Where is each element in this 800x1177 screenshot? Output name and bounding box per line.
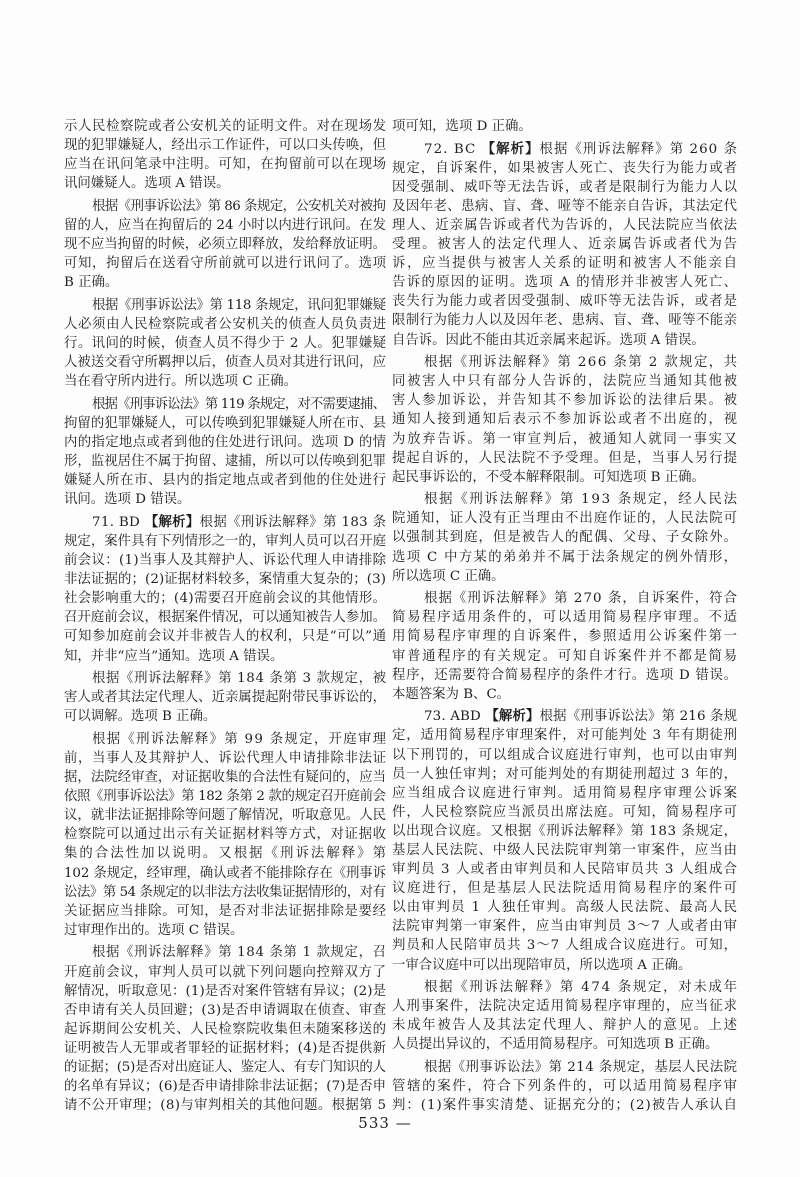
analysis-label: 【解析】 (144, 513, 200, 530)
text-line: 解情况，听取意见：(1)是否对案件管辖有异议；(2)是 (64, 983, 387, 999)
text-line: 102 条规定，经审理，确认或者不能排除存在《刑事诉 (64, 865, 386, 881)
text-line: 自告诉。因此不能由其近亲属来起诉。选项 A 错误。 (392, 332, 705, 348)
text-line: 集的合法性加以说明。又根据《刑诉法解释》第 (64, 846, 389, 862)
text-line: 根据《刑诉法解释》第 474 条规定，对未成年 (424, 980, 739, 996)
text-line: 以强制其到庭，但是被告人的配偶、父母、子女除外。 (392, 530, 739, 546)
text-line: 现的犯罪嫌疑人，经出示工作证件，可以口头传唤，但 (64, 138, 387, 154)
text-line: 应当在讯问笔录中注明。可知，在拘留前可以在现场 (64, 157, 387, 173)
paragraph (392, 707, 737, 974)
text-line: 简易程序适用条件的，可以适用简易程序审理。不适 (392, 610, 739, 626)
text-line: 根据《刑诉法解释》第 270 条，自诉案件，符合 (424, 591, 739, 607)
text-line: 形，监视居住不属于拘留、逮捕，所以可以传唤到犯罪 (64, 454, 387, 470)
text-line: 法院审判第一审案件，应当由审判员 3～7 人或者由审 (392, 919, 738, 935)
text-line: 可以调解。选项 B 正确。 (64, 709, 217, 725)
text-line: 示人民检察院或者公安机关的证明文件。对在现场发 (64, 119, 387, 134)
paragraph (64, 197, 386, 292)
text-line: 留的人，应当在拘留后的 24 小时以内进行讯问。在发 (64, 217, 387, 233)
text-line: 前会议：(1)当事人及其辩护人、诉讼代理人申请排除 (64, 553, 387, 569)
text-line: 检察院可以通过出示有关证据材料等方式，对证据收 (64, 827, 387, 843)
paragraph (64, 943, 386, 1115)
text-line: 请不公开审理；(8)与审判相关的其他问题。根据第 5 (64, 1098, 387, 1114)
text-line: 根据《刑事诉讼法》第 118 条规定，讯问犯罪嫌疑 (92, 297, 386, 313)
text-column-right (392, 117, 737, 1115)
paragraph (392, 490, 737, 585)
text-line: 理人、近亲属告诉或者代为告诉的，人民法院应当依法 (392, 217, 739, 233)
text-line: 员一人独任审判；对可能判处的有期徒刑超过 3 年的， (392, 766, 738, 782)
text-line: 可知参加庭前会议并非被告人的权利，只是“可以”通 (64, 629, 387, 645)
text-line: 议，就非法证据排除等问题了解情况，听取意见。人民 (64, 808, 387, 824)
text-line: 所以选项 C 正确。 (392, 568, 505, 584)
text-line: 以由审判员 1 人独任审判。高级人民法院、最高人民 (392, 900, 739, 916)
text-line: 起民事诉讼的，不受本解释限制。可知选项 B 正确。 (392, 469, 705, 485)
text-line: 现不应当拘留的时候，必须立即释放，发给释放证明。 (64, 237, 387, 253)
text-line: 拘留的犯罪嫌疑人，可以传唤到犯罪嫌疑人所在市、县 (64, 415, 387, 431)
text-line: 据，法院经审查，对证据收集的合法性有疑问的，应当 (64, 770, 387, 786)
paragraph (64, 730, 389, 940)
text-line: 的名单有异议；(6)是否申请排除非法证据；(7)是否申 (64, 1079, 387, 1095)
text-line: 程序，还需要符合简易程序的条件才行。选项 D 错误。 (392, 667, 738, 683)
text-line: 关证据应当排除。可知，是否对非法证据排除是要经 (64, 903, 387, 919)
text-line: 审普通程序的有关规定。可知自诉案件并不都是简易 (392, 648, 739, 664)
paragraph (64, 117, 386, 193)
paragraph (64, 669, 386, 726)
text-line: 内的指定地点或者到他的住处进行讯问。选项 D 的情 (64, 435, 387, 450)
text-line: 行。讯问的时候，侦查人员不得少于 2 人。犯罪嫌疑 (64, 336, 387, 352)
text-line: 受理。被害人的法定代理人、近亲属告诉或者代为告 (392, 237, 739, 253)
text-line: 告诉的原因的证明。选项 A 的情形并非被害人死亡、 (392, 275, 739, 291)
text-column-left (64, 117, 389, 1115)
text-line: 讯问嫌疑人。选项 A 错误。 (64, 176, 230, 192)
text-line: 71. BD 【解析】根据《刑诉法解释》第 183 条 (92, 513, 387, 530)
text-line: 限制行为能力人以及因年老、患病、盲、聋、哑等不能亲 (392, 313, 738, 329)
text-line: 应当组成合议庭进行审判。适用简易程序审理公诉案 (392, 785, 739, 801)
analysis-label: 【解析】 (485, 708, 540, 725)
text-line: 丧失行为能力或者因受强制、威吓等无法告诉，或者是 (392, 294, 739, 310)
text-line: 本题答案为 B、C。 (392, 686, 511, 702)
text-line: 未成年被告人及其法定代理人、辩护人的意见。上述 (392, 1018, 739, 1034)
text-line: 根据《刑事诉讼法》第 119 条规定，对不需要逮捕、 (92, 396, 386, 412)
text-line: 当在看守所内进行。所以选项 C 正确。 (64, 374, 298, 390)
text-line: 议庭进行，但是基层人民法院适用简易程序的案件可 (392, 881, 739, 897)
text-line: 因受强制、威吓等无法告诉，或者是限制行为能力人以 (392, 179, 739, 195)
text-line: 根据《刑诉法解释》第 99 条规定，开庭审理 (92, 731, 388, 747)
paragraph (392, 589, 737, 704)
page-number: 533 — (358, 1114, 412, 1132)
text-line: 前，当事人及其辩护人、诉讼代理人申请排除非法证 (64, 751, 387, 766)
text-line: 及因年老、患病、盲、聋、哑等不能亲自告诉，其法定代 (392, 198, 738, 214)
paragraph (392, 353, 737, 487)
text-line: 害人或者其法定代理人、近亲属提起附带民事诉讼的， (64, 690, 387, 706)
text-line: 过审理作出的。选项 C 错误。 (64, 922, 244, 938)
text-line: 开庭前会议，审判人员可以就下列问题向控辩双方了 (64, 964, 387, 980)
text-line: 为放弃告诉。第一审宣判后，被通知人就同一事实又 (392, 431, 739, 447)
text-line: 规定，自诉案件，如果被害人死亡、丧失行为能力或者 (392, 160, 739, 176)
text-line: 诉，应当提供与被害人关系的证明和被害人不能亲自 (392, 256, 739, 272)
text-line: 管辖的案件，符合下列条件的，可以适用简易程序审 (392, 1079, 739, 1095)
text-line: 用简易程序审理的自诉案件，参照适用公诉案件第一 (392, 629, 739, 645)
text-line: 根据《刑诉法解释》第 184 条第 3 款规定，被 (92, 671, 387, 687)
text-line: 判员和人民陪审员共 3～7 人组成合议庭进行。可知， (392, 938, 738, 954)
paragraph (392, 140, 737, 350)
paragraph (64, 513, 386, 666)
analysis-label: 【解析】 (481, 140, 540, 157)
text-line: 项可知，选项 D 正确。 (392, 119, 532, 134)
text-line: 可知，拘留后在送看守所前就可以进行讯问了。选项 (64, 256, 387, 272)
text-line: 依照《刑事诉讼法》第 182 条第 2 款的规定召开庭前会 (64, 789, 386, 805)
paragraph (392, 1058, 737, 1115)
text-line: 社会影响重大的；(4)需要召开庭前会议的其他情形。 (64, 591, 387, 607)
text-line: 同被害人中只有部分人告诉的，法院应当通知其他被 (392, 374, 739, 390)
paragraph (64, 296, 386, 391)
text-line: 基层人民法院、中级人民法院审判第一审案件，应当由 (392, 842, 739, 858)
text-line: 人必须由人民检察院或者公安机关的侦查人员负责进 (64, 316, 387, 332)
text-line: 审判员 3 人或者由审判员和人民陪审员共 3 人组成合 (392, 862, 739, 878)
text-line: 通知人接到通知后表示不参加诉讼或者不出庭的，视 (392, 412, 739, 428)
text-line: 根据《刑诉法解释》第 184 条第 1 款规定，召 (92, 945, 387, 961)
text-line: 以下刑罚的，可以组成合议庭进行审判，也可以由审判 (392, 747, 739, 763)
text-line: 根据《刑事诉讼法》第 214 条规定，基层人民法院 (424, 1060, 738, 1075)
text-line: 人被送交看守所羁押以后，侦查人员对其进行讯问，应 (64, 355, 387, 371)
text-line: 73. ABD 【解析】根据《刑事诉讼法》第 216 条规 (424, 708, 738, 725)
text-line: 讯问。选项 D 错误。 (64, 492, 191, 508)
text-line: 起诉期间公安机关、人民检察院收集但未随案移送的 (64, 1021, 387, 1037)
text-line: 规定，案件具有下列情形之一的，审判人员可以召开庭 (64, 533, 387, 549)
text-line: 根据《刑诉法解释》第 193 条规定，经人民法 (424, 492, 739, 508)
text-line: 害人参加诉讼，并告知其不参加诉讼的法律后果。被 (392, 393, 739, 409)
text-line: 讼法》第 54 条规定的以非法方法收集证据情形的，对有 (64, 884, 386, 900)
text-line: 72. BC 【解析】根据《刑诉法解释》第 260 条 (424, 140, 739, 157)
text-line: 的证据；(5)是否对出庭证人、鉴定人、有专门知识的人 (64, 1060, 386, 1075)
text-line: 一审合议庭中可以出现陪审员，所以选项 A 正确。 (392, 957, 692, 973)
text-line: B 正确。 (64, 275, 119, 291)
text-line: 定，适用简易程序审理案件，对可能判处 3 年有期徒刑 (392, 728, 738, 744)
paragraph (392, 117, 737, 136)
text-line: 非法证据的；(2)证据材料较多，案情重大复杂的；(3) (64, 572, 387, 588)
text-line: 人刑事案件，法院决定适用简易程序审理的，应当征求 (392, 999, 739, 1015)
text-line: 判：(1)案件事实清楚、证据充分的；(2)被告人承认自 (392, 1098, 738, 1114)
text-line: 证明被告人无罪或者罪轻的证据材料；(4)是否提供新 (64, 1040, 387, 1056)
text-line: 嫌疑人所在市、县内的指定地点或者到他的住处进行 (64, 473, 387, 489)
text-line: 提起自诉的，人民法院不予受理。但是，当事人另行提 (392, 450, 739, 466)
text-line: 否申请有关人员回避；(3)是否申请调取在侦查、审查 (64, 1002, 387, 1018)
text-line: 院通知，证人没有正当理由不出庭作证的，人民法院可 (392, 511, 739, 527)
text-line: 件，人民检察院应当派员出席法庭。可知，简易程序可 (392, 804, 739, 820)
paragraph (392, 978, 737, 1054)
text-line: 根据《刑事诉讼法》第 86 条规定，公安机关对被拘 (92, 198, 386, 214)
text-line: 根据《刑诉法解释》第 266 条第 2 款规定，共 (424, 355, 739, 371)
text-line: 以出现合议庭。又根据《刑诉法解释》第 183 条规定， (392, 823, 738, 839)
text-line: 人员提出异议的，不适用简易程序。可知选项 B 正确。 (392, 1037, 719, 1053)
text-line: 召开庭前会议，根据案件情况，可以通知被告人参加。 (64, 610, 387, 626)
paragraph (64, 395, 386, 510)
text-line: 知，并非“应当”通知。选项 A 错误。 (64, 648, 284, 664)
text-line: 选项 C 中方某的弟弟并不属于法条规定的例外情形， (392, 549, 739, 565)
